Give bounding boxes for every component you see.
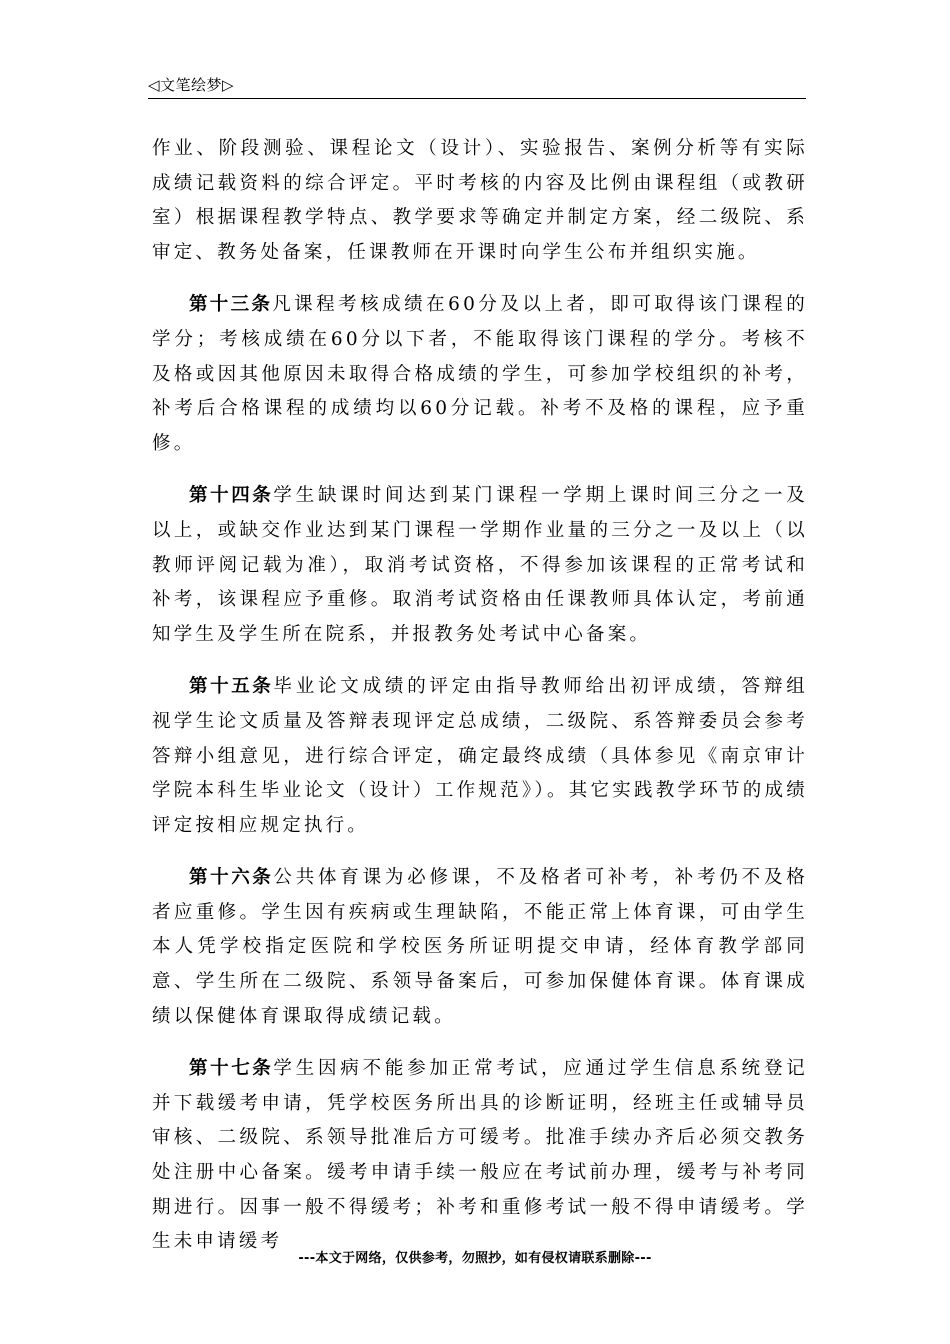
- paragraph-text: 作业、阶段测验、课程论文（设计）、实验报告、案例分析等有实际成绩记载资料的综合评定。平时考核的内容及比例由课程组（或教研室）根据课程教学特点、教学要求等确定并制定方案，经二级院、系审定、教务处备案，任课教师在开课时向学生公布并组织实施。: [152, 138, 808, 263]
- article-14: [152, 479, 808, 652]
- article-text: 学生缺课时间达到某门课程一学期上课时间三分之一及以上，或缺交作业达到某门课程一学期作业量的三分之一及以上（以教师评阅记载为准），取消考试资格，不得参加该课程的正常考试和补考，该课程应予重修。取消考试资格由任课教师具体认定，考前通知学生及学生所在院系，并报教务处考试中心备案。: [152, 485, 808, 645]
- page-header: [148, 70, 806, 99]
- article-text: 学生因病不能参加正常考试，应通过学生信息系统登记并下载缓考申请，凭学校医务所出具的诊断证明，经班主任或辅导员审核、二级院、系领导批准后方可缓考。批准手续办齐后必须交教务处注册中心备案。缓考申请手续一般应在考试前办理，缓考与补考同期进行。因事一般不得缓考；补考和重修考试一般不得申请缓考。学生未申请缓考: [152, 1058, 808, 1253]
- article-13: [152, 288, 808, 461]
- paragraph-continuation: [152, 132, 808, 270]
- article-17: [152, 1052, 808, 1260]
- article-number: 第十四条: [189, 485, 274, 507]
- article-number: 第十六条: [189, 867, 274, 889]
- article-16: [152, 861, 808, 1034]
- header-title: ◁文笔绘梦▷: [148, 76, 235, 94]
- article-15: [152, 670, 808, 843]
- article-text: 公共体育课为必修课，不及格者可补考，补考仍不及格者应重修。学生因有疾病或生理缺陷，不能正常上体育课，可由学生本人凭学校指定医院和学校医务所证明提交申请，经体育教学部同意、学生所在二级院、系领导备案后，可参加保健体育课。体育课成绩以保健体育课取得成绩记载。: [152, 867, 808, 1027]
- document-body: [152, 132, 808, 1260]
- article-number: 第十五条: [189, 676, 274, 698]
- article-number: 第十三条: [189, 294, 273, 316]
- article-number: 第十七条: [189, 1058, 274, 1080]
- article-text: 凡课程考核成绩在60分及以上者，即可取得该门课程的学分；考核成绩在60分以下者，不能取得该门课程的学分。考核不及格或因其他原因未取得合格成绩的学生，可参加学校组织的补考，补考后合格课程的成绩均以60分记载。补考不及格的课程，应予重修。: [152, 294, 808, 454]
- page-footer: ---本文于网络，仅供参考，勿照抄，如有侵权请联系删除---: [298, 1251, 652, 1266]
- article-text: 毕业论文成绩的评定由指导教师给出初评成绩，答辩组视学生论文质量及答辩表现评定总成绩，二级院、系答辩委员会参考答辩小组意见，进行综合评定，确定最终成绩（具体参见《南京审计学院本科生毕业论文（设计）工作规范》）。其它实践教学环节的成绩评定按相应规定执行。: [152, 676, 808, 836]
